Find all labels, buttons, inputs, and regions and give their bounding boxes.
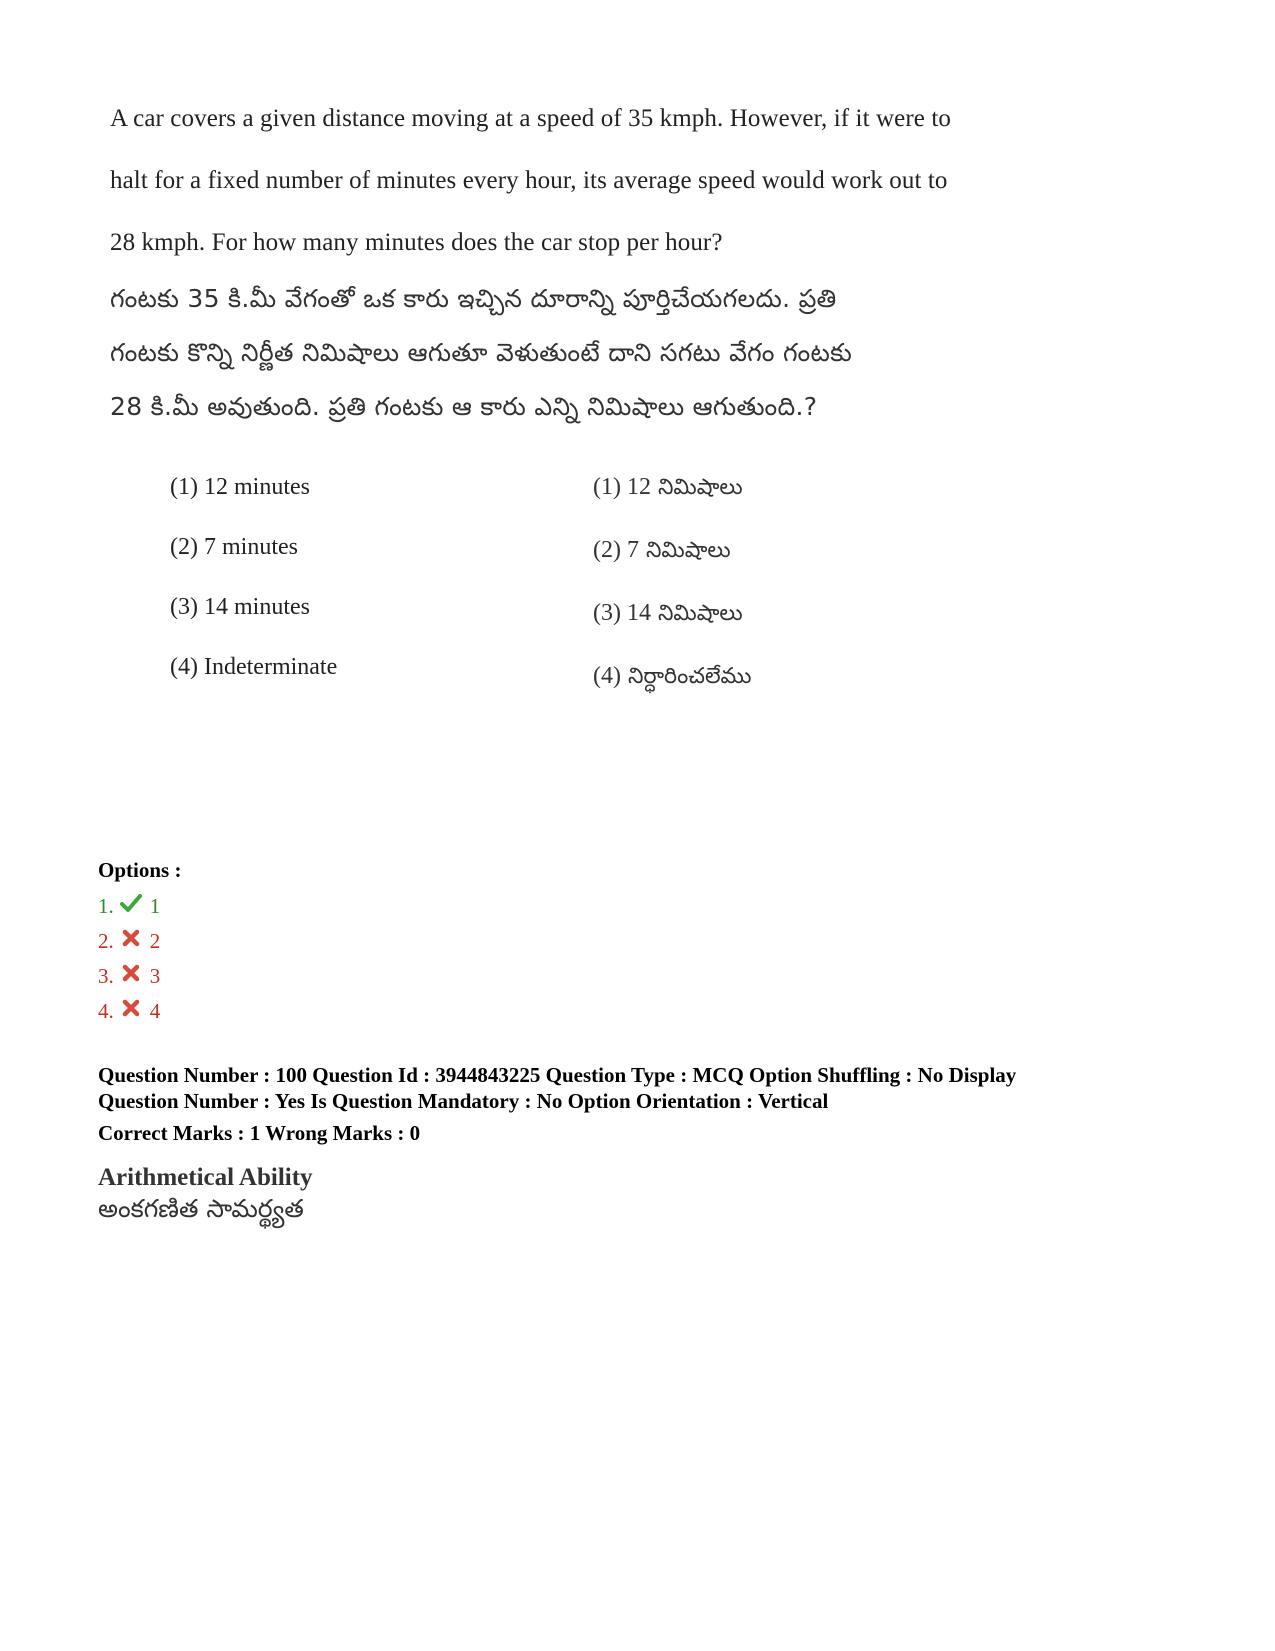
question-telugu xyxy=(110,272,1070,434)
choice-te-4 xyxy=(593,663,751,694)
option-row-2 xyxy=(98,924,181,959)
section-title-english: Arithmetical Ability xyxy=(98,1164,313,1191)
option-index: 3. xyxy=(98,964,114,988)
question-en-line: A car covers a given distance moving at a speed of 35 kmph. However, if it were to xyxy=(110,105,951,132)
option-index: 4. xyxy=(98,999,114,1023)
choice-te-text: నిమిషాలు xyxy=(645,538,731,563)
choice-te-3 xyxy=(593,600,743,631)
options-list xyxy=(98,858,181,1029)
cross-icon xyxy=(120,925,142,947)
choices-grid xyxy=(110,474,1070,734)
question-en-line: halt for a fixed number of minutes every hour, its average speed would work out to xyxy=(110,167,948,194)
option-value: 3 xyxy=(149,964,161,988)
option-value: 4 xyxy=(149,999,161,1023)
question-te-line: గంటకు 35 కి.మీ వేగంతో ఒక కారు ఇచ్చిన దూరాన్ని పూర్తిచేయగలదు. ప్రతి xyxy=(110,284,837,313)
choice-en-3: (3) 14 minutes xyxy=(170,594,310,620)
choice-te-text: నిమిషాలు xyxy=(657,601,743,626)
options-title: Options : xyxy=(98,858,182,882)
question-image xyxy=(110,88,1070,734)
option-index: 1. xyxy=(98,894,114,918)
option-row-3 xyxy=(98,959,181,994)
meta-line-1: Question Number : 100 Question Id : 3944843225 Question Type : MCQ Option Shuffling : No Display xyxy=(98,1063,1017,1087)
marks-line: Correct Marks : 1 Wrong Marks : 0 xyxy=(98,1121,421,1145)
question-en-line: 28 kmph. For how many minutes does the car stop per hour? xyxy=(110,229,723,256)
section-title-telugu: అంకగణిత సామర్థ్యత xyxy=(98,1194,304,1223)
meta-line-2: Question Number : Yes Is Question Mandatory : No Option Orientation : Vertical xyxy=(98,1089,829,1113)
choice-te-num: (3) 14 xyxy=(593,600,651,626)
option-value: 2 xyxy=(149,929,161,953)
option-index: 2. xyxy=(98,929,114,953)
choice-te-text: నిమిషాలు xyxy=(657,475,743,500)
choice-en-2: (2) 7 minutes xyxy=(170,534,298,560)
option-row-1 xyxy=(98,889,181,924)
choice-te-text: నిర్ధారించలేము xyxy=(627,664,752,689)
choice-en-4: (4) Indeterminate xyxy=(170,654,338,680)
section-heading xyxy=(98,1164,313,1230)
cross-icon xyxy=(120,960,142,982)
question-english xyxy=(110,88,1070,274)
question-te-line: 28 కి.మీ అవుతుంది. ప్రతి గంటకు ఆ కారు ఎన్ని నిమిషాలు ఆగుతుంది.? xyxy=(110,392,818,421)
cross-icon xyxy=(120,995,142,1017)
option-value: 1 xyxy=(149,894,161,918)
choice-te-num: (2) 7 xyxy=(593,537,639,563)
check-icon xyxy=(120,890,142,912)
choice-te-2 xyxy=(593,537,731,568)
choice-te-1 xyxy=(593,474,743,505)
choice-en-1: (1) 12 minutes xyxy=(170,474,310,500)
choice-te-num: (4) xyxy=(593,663,621,689)
choice-te-num: (1) 12 xyxy=(593,474,651,500)
question-te-line: గంటకు కొన్ని నిర్ణీత నిమిషాలు ఆగుతూ వెళుతుంటే దాని సగటు వేగం గంటకు xyxy=(110,338,853,367)
option-row-4 xyxy=(98,994,181,1029)
question-metadata xyxy=(98,1062,1016,1146)
